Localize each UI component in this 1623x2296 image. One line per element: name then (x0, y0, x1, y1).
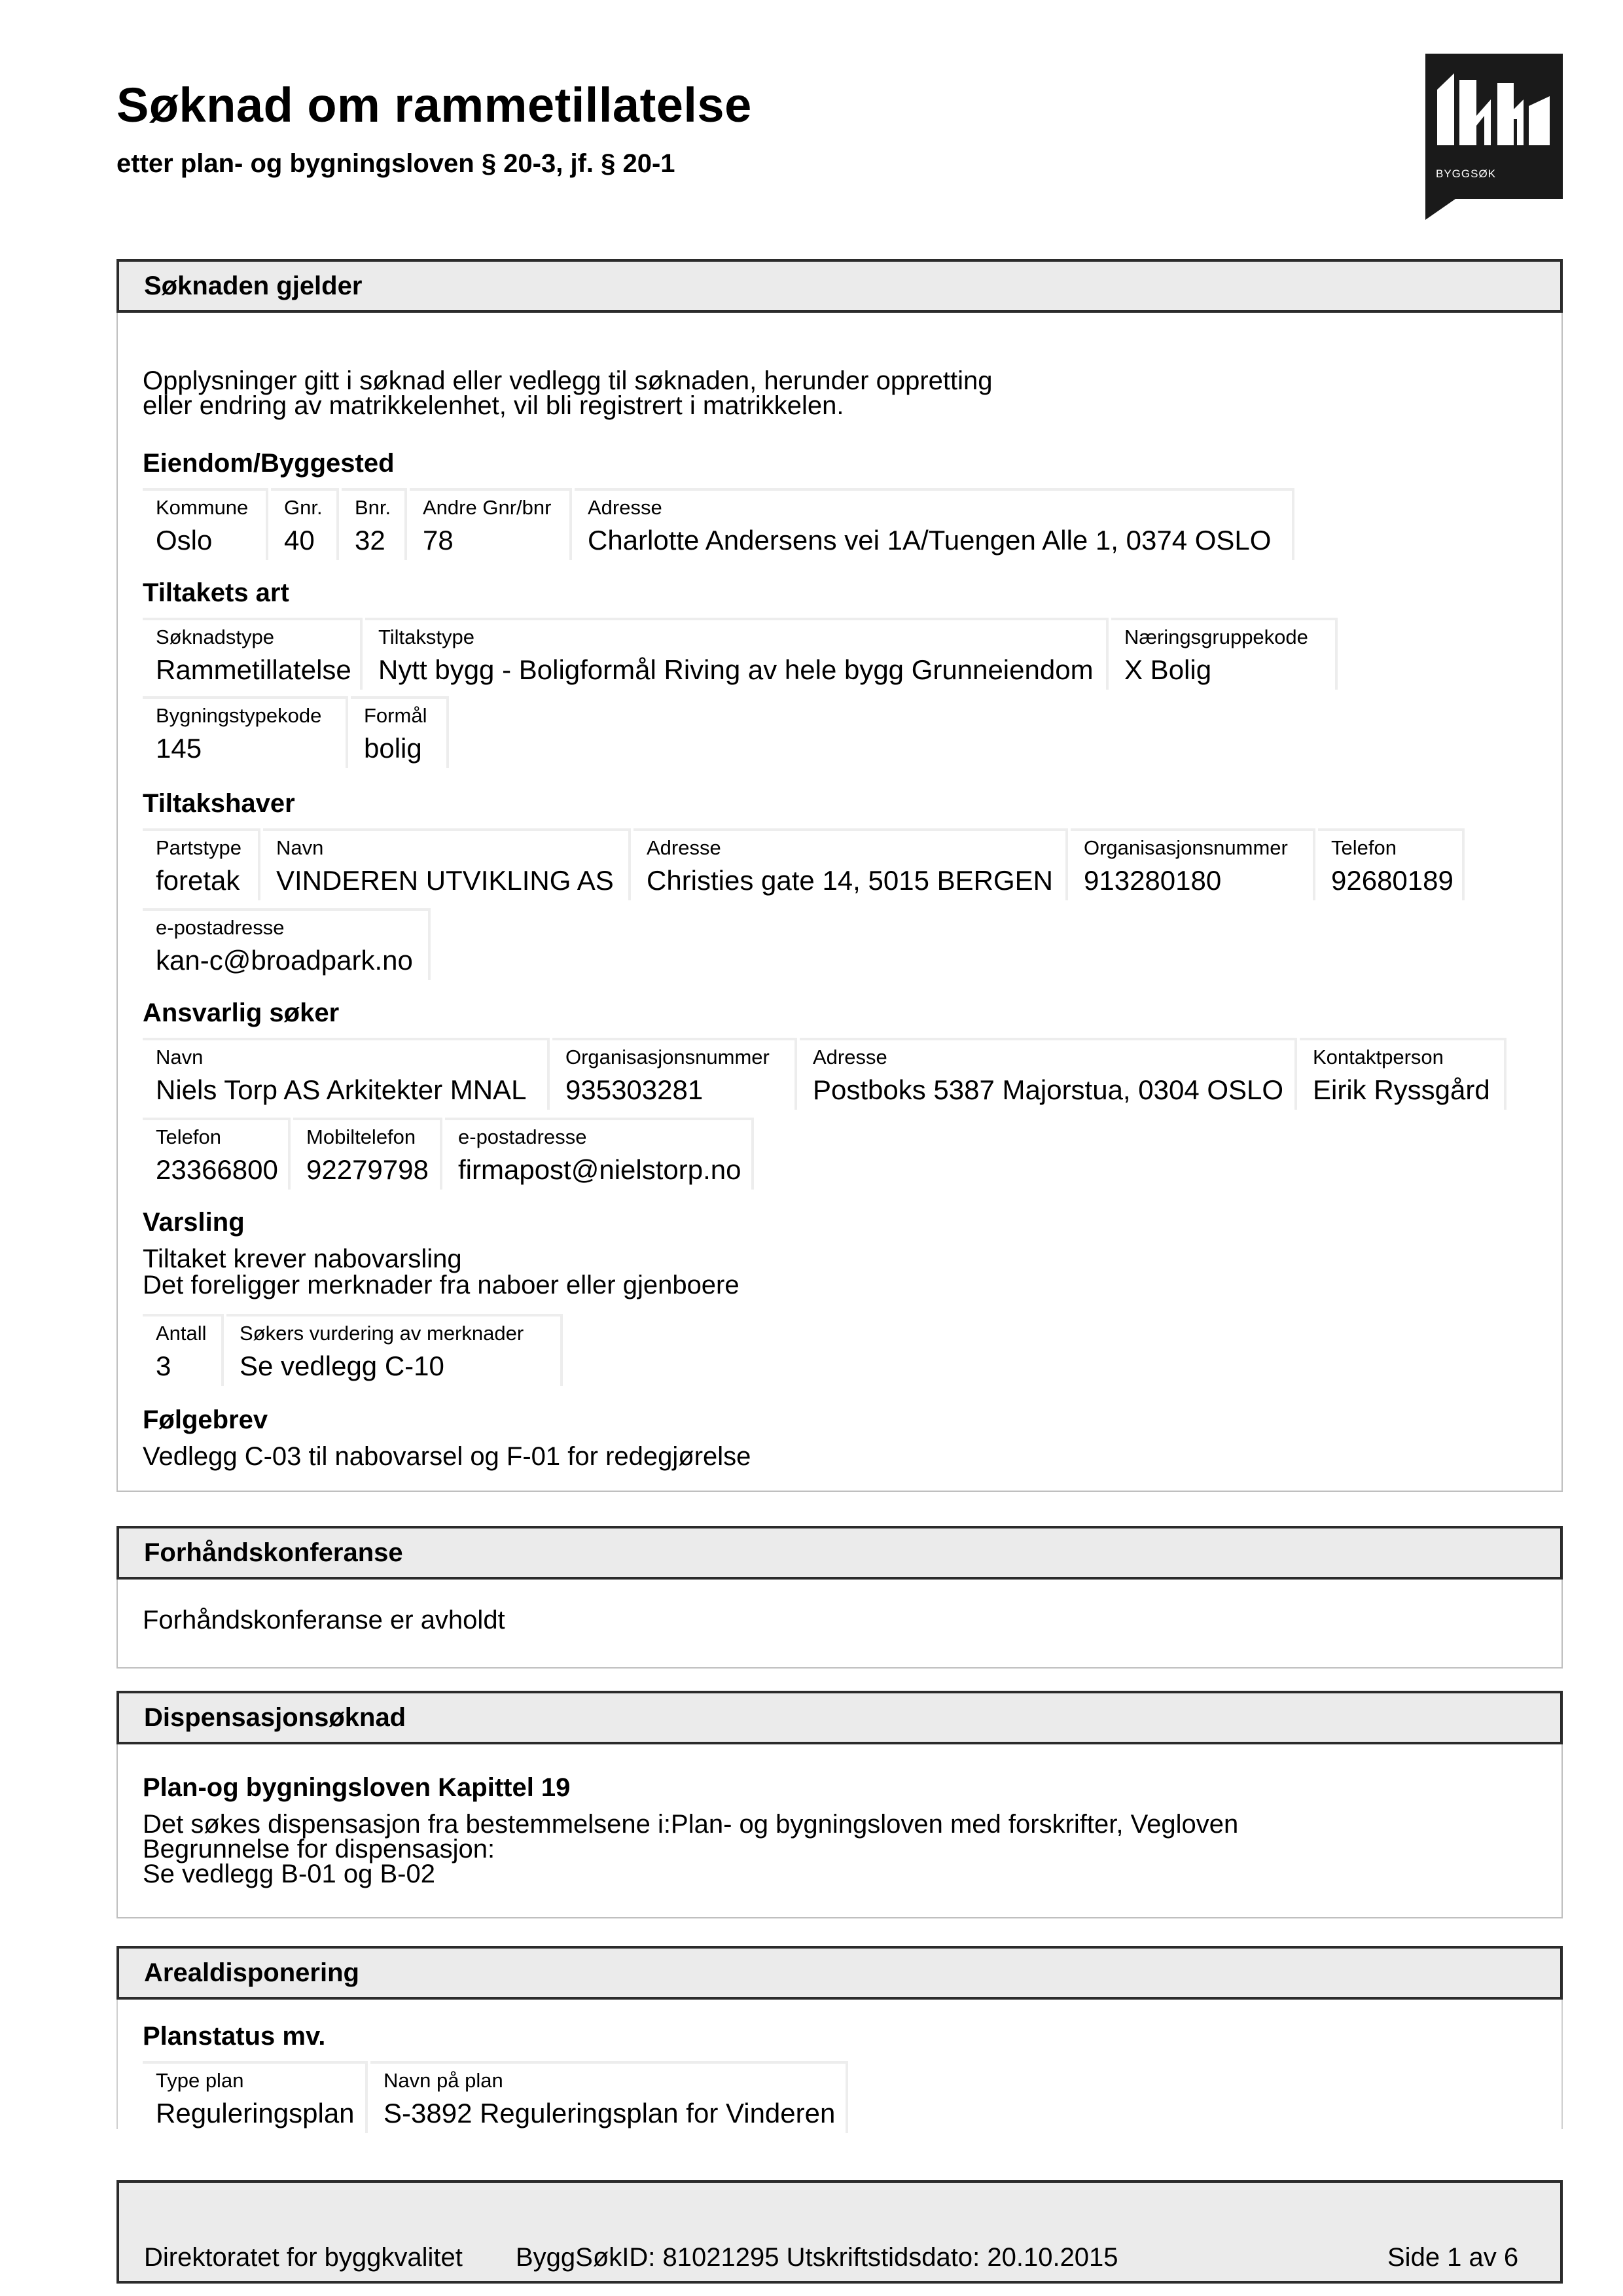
heading-ansvarlig-soker: Ansvarlig søker (143, 998, 340, 1027)
folgebrev-text: Vedlegg C-03 til nabovarsel og F-01 for redegjørelse (143, 1442, 751, 1471)
field-value: 78 (423, 525, 454, 556)
field-label: e-postadresse (156, 916, 285, 939)
field-label: Organisasjonsnummer (1084, 836, 1288, 859)
field-tiltakshaver-orgnr (1071, 828, 1315, 900)
field-label: Navn (156, 1046, 204, 1069)
areal-right-border (1561, 2000, 1563, 2129)
field-label: Type plan (156, 2069, 244, 2092)
field-antall (143, 1314, 224, 1386)
field-bnr (342, 488, 407, 560)
logo-tail (1425, 199, 1455, 220)
footer-id: ByggSøkID: 81021295 Utskriftstidsdato: 20.10.2015 (516, 2243, 1118, 2272)
varsling-line-1: Tiltaket krever nabovarsling (143, 1245, 462, 1273)
field-navn-pa-plan (370, 2061, 848, 2133)
field-value: Se vedlegg C-10 (240, 1351, 444, 1381)
field-label: Adresse (813, 1046, 887, 1069)
byggsok-logo-icon (1425, 54, 1563, 178)
field-naringsgruppekode (1111, 618, 1338, 690)
forhandskonferanse-text: Forhåndskonferanse er avholdt (143, 1606, 505, 1634)
field-sokers-vurdering (226, 1314, 563, 1386)
footer-page: Side 1 av 6 (1387, 2243, 1519, 2272)
field-tiltakshaver-navn (263, 828, 631, 900)
field-label: Søknadstype (156, 626, 274, 648)
page-footer (116, 2180, 1563, 2284)
field-tiltakshaver-epost (143, 908, 431, 980)
field-partstype (143, 828, 260, 900)
field-value: firmapost@nielstorp.no (458, 1154, 741, 1185)
field-value: Christies gate 14, 5015 BERGEN (647, 865, 1053, 896)
field-tiltakshaver-telefon (1318, 828, 1465, 900)
section-header-soknaden: Søknaden gjelder (116, 259, 1563, 313)
heading-tiltakshaver: Tiltakshaver (143, 789, 295, 818)
dispensasjon-line-3: Se vedlegg B-01 og B-02 (143, 1860, 435, 1888)
heading-varsling: Varsling (143, 1208, 245, 1237)
intro-line-1: Opplysninger gitt i søknad eller vedlegg til søknaden, herunder oppretting (143, 366, 993, 395)
field-tiltakstype (365, 618, 1109, 690)
field-label: Mobiltelefon (306, 1125, 416, 1148)
areal-left-border (116, 2000, 118, 2129)
dispensasjon-line-1: Det søkes dispensasjon fra bestemmelsene i:Plan- og bygningsloven med forskrifter, Vegloven (143, 1810, 1239, 1839)
field-label: Gnr. (284, 496, 323, 519)
field-label: Formål (364, 704, 427, 727)
field-value: Postboks 5387 Majorstua, 0304 OSLO (813, 1074, 1284, 1105)
field-label: Partstype (156, 836, 241, 859)
field-value: VINDEREN UTVIKLING AS (276, 865, 614, 896)
field-label: Navn (276, 836, 324, 859)
field-ansvarlig-telefon (143, 1118, 291, 1190)
field-adresse-eiendom (575, 488, 1294, 560)
field-value: 913280180 (1084, 865, 1222, 896)
heading-tiltakets-art: Tiltakets art (143, 578, 289, 607)
field-label: Telefon (1331, 836, 1397, 859)
document-subtitle: etter plan- og bygningsloven § 20-3, jf. § 20-1 (116, 149, 675, 178)
field-label: Næringsgruppekode (1124, 626, 1308, 648)
field-label: Organisasjonsnummer (565, 1046, 770, 1069)
field-mobiltelefon (293, 1118, 442, 1190)
field-label: Kommune (156, 496, 249, 519)
field-value: Oslo (156, 525, 213, 556)
intro-line-2: eller endring av matrikkelenhet, vil bli registrert i matrikkelen. (143, 391, 844, 420)
field-value: foretak (156, 865, 240, 896)
field-andre-gnr-bnr (410, 488, 572, 560)
field-label: Kontaktperson (1313, 1046, 1444, 1069)
field-value: 40 (284, 525, 315, 556)
varsling-line-2: Det foreligger merknader fra naboer eller gjenboere (143, 1271, 740, 1299)
field-label: Søkers vurdering av merknader (240, 1322, 524, 1345)
field-value: Nytt bygg - Boligformål Riving av hele bygg Grunneiendom (378, 654, 1094, 685)
heading-eiendom: Eiendom/Byggested (143, 449, 395, 478)
section-header-forhandskonferanse: Forhåndskonferanse (116, 1526, 1563, 1580)
field-value: 92680189 (1331, 865, 1454, 896)
field-kommune (143, 488, 268, 560)
field-ansvarlig-adresse (800, 1038, 1297, 1110)
field-ansvarlig-orgnr (552, 1038, 797, 1110)
field-label: Bnr. (355, 496, 391, 519)
field-ansvarlig-navn (143, 1038, 550, 1110)
field-value: Eirik Ryssgård (1313, 1074, 1490, 1105)
heading-planstatus: Planstatus mv. (143, 2022, 326, 2051)
document-title: Søknad om rammetillatelse (116, 78, 752, 132)
field-formal (351, 696, 449, 768)
field-value: 935303281 (565, 1074, 704, 1105)
field-gnr (271, 488, 339, 560)
field-value: 92279798 (306, 1154, 429, 1185)
heading-folgebrev: Følgebrev (143, 1405, 268, 1434)
field-label: Adresse (588, 496, 662, 519)
byggsok-logo (1425, 54, 1563, 199)
field-bygningstypekode (143, 696, 348, 768)
field-type-plan (143, 2061, 368, 2133)
footer-org: Direktoratet for byggkvalitet (144, 2243, 463, 2272)
field-tiltakshaver-adresse (633, 828, 1068, 900)
field-value: S-3892 Reguleringsplan for Vinderen (383, 2098, 836, 2128)
field-kontaktperson (1300, 1038, 1507, 1110)
field-value: 32 (355, 525, 385, 556)
field-label: Bygningstypekode (156, 704, 322, 727)
field-value: 23366800 (156, 1154, 278, 1185)
field-value: Rammetillatelse (156, 654, 351, 685)
field-value: 3 (156, 1351, 171, 1381)
field-label: Antall (156, 1322, 207, 1345)
field-label: e-postadresse (458, 1125, 587, 1148)
field-soknadstype (143, 618, 363, 690)
field-value: bolig (364, 733, 422, 764)
field-ansvarlig-epost (445, 1118, 754, 1190)
field-label: Tiltakstype (378, 626, 475, 648)
field-value: Reguleringsplan (156, 2098, 355, 2128)
field-label: Andre Gnr/bnr (423, 496, 552, 519)
field-label: Adresse (647, 836, 721, 859)
heading-dispensasjon: Plan-og bygningsloven Kapittel 19 (143, 1773, 571, 1802)
field-value: Niels Torp AS Arkitekter MNAL (156, 1074, 527, 1105)
field-label: Navn på plan (383, 2069, 503, 2092)
section-header-arealdisponering: Arealdisponering (116, 1946, 1563, 2000)
field-value: Charlotte Andersens vei 1A/Tuengen Alle 1, 0374 OSLO (588, 525, 1272, 556)
field-value: 145 (156, 733, 202, 764)
dispensasjon-line-2: Begrunnelse for dispensasjon: (143, 1835, 495, 1863)
logo-label: BYGGSØK (1436, 168, 1497, 180)
section-header-dispensasjon: Dispensasjonsøknad (116, 1691, 1563, 1744)
field-label: Telefon (156, 1125, 221, 1148)
field-value: X Bolig (1124, 654, 1212, 685)
field-value: kan-c@broadpark.no (156, 945, 413, 976)
